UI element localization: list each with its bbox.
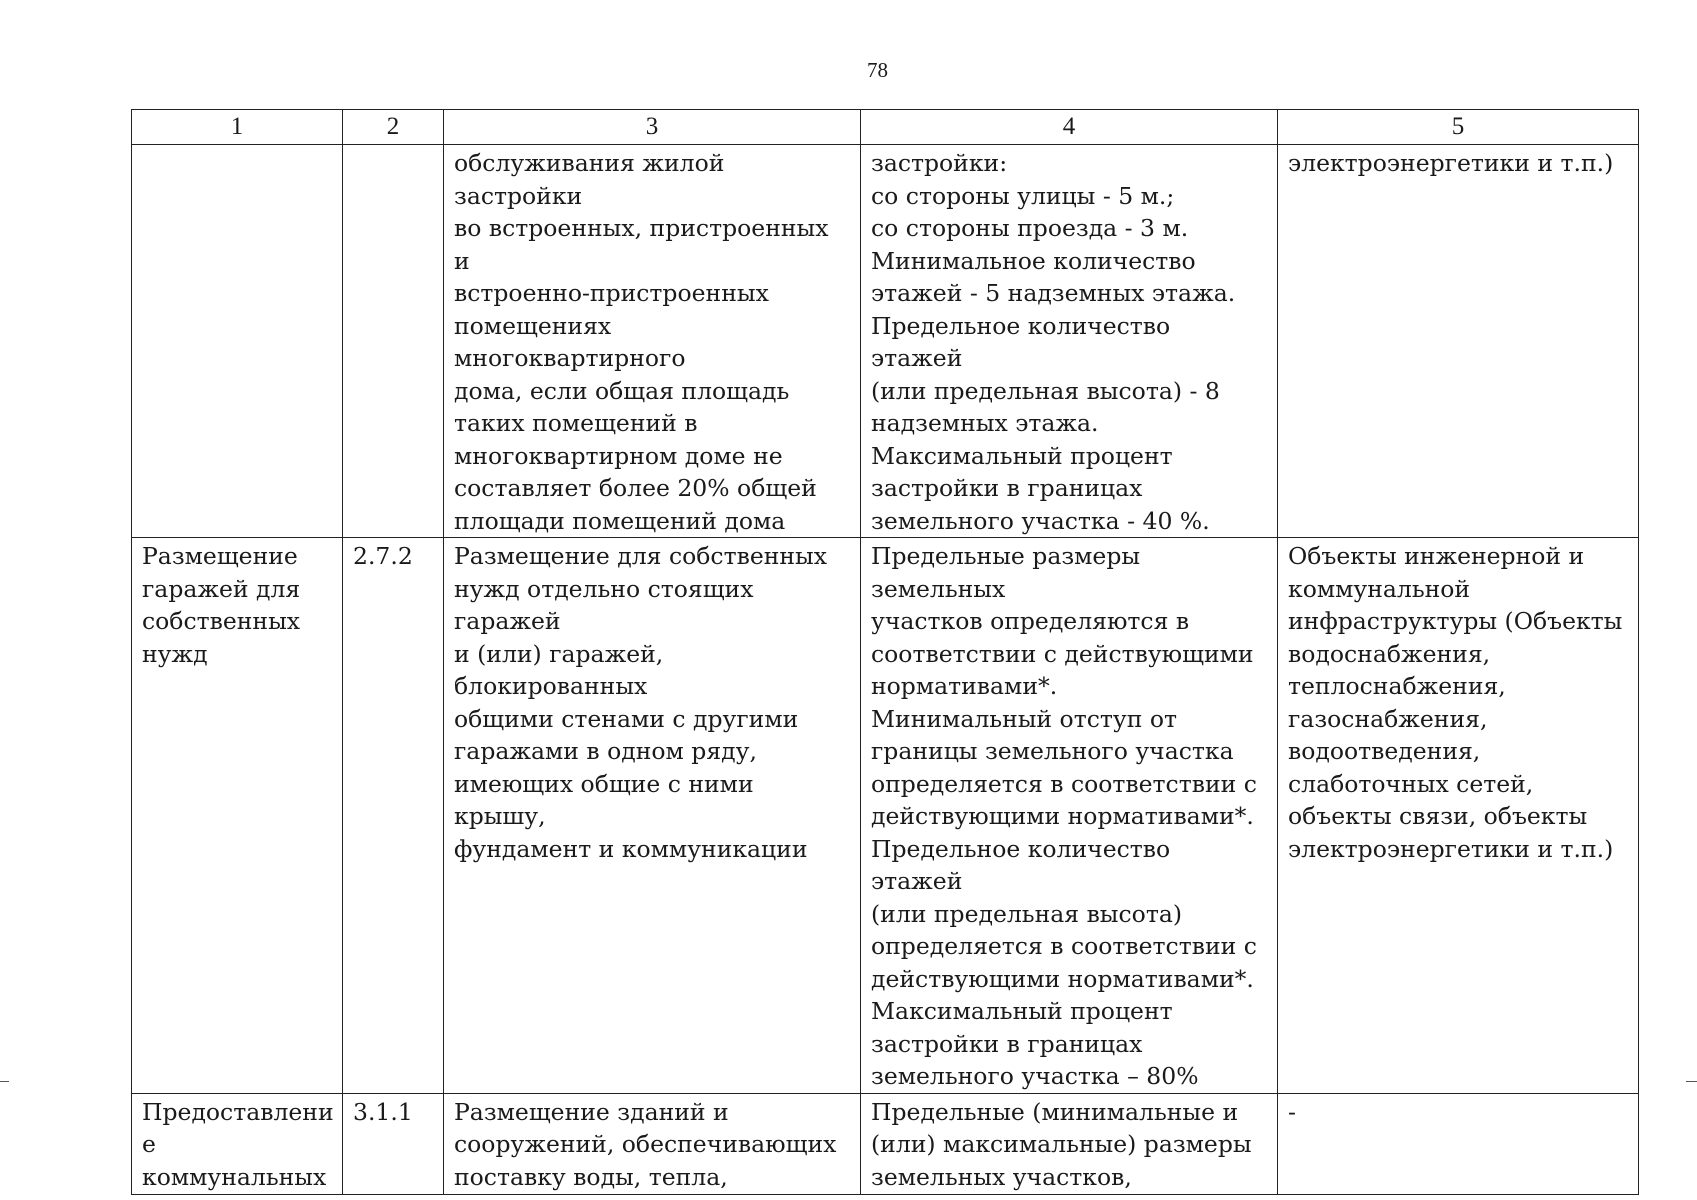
cell-parameters [861, 145, 1278, 538]
cell-text: обслуживания жилой застройки во встроенных, пристроенных и встроенно-пристроенных помещениях многоквартирного дома, если общая площадь таких помещений в многоквартирном доме не составляет более 20% общей площади помещений дома [454, 149, 829, 535]
cell-description [444, 1093, 861, 1194]
cell-code [343, 145, 444, 538]
cell-parameters [861, 538, 1278, 1094]
cell-parameters [861, 1093, 1278, 1194]
cell-text: Предельные размеры земельных участков определяются в соответствии с действующими нормативами*. Минимальный отступ от границы земельного участка определяется в соответствии с действующими нормативами*. Предельное количество этажей (или предельная высота) определяется в соответствии с действующими нормативами*. Максимальный процент застройки в границах земельного участка – 80% [871, 542, 1257, 1090]
table-row [132, 538, 1639, 1094]
cell-text: 2.7.2 [353, 542, 413, 570]
regulations-table [131, 109, 1639, 1195]
cell-text: Предоставлени е коммунальных [142, 1097, 334, 1191]
cell-text: - [1288, 1097, 1296, 1126]
cell-text: застройки: со стороны улицы - 5 м.; со стороны проезда - 3 м. Минимальное количество этажей - 5 надземных этажа. Предельное количество этажей (или предельная высота) - 8 надземных этажа. Максимальный процент застройки в границах земельного участка - 40 %. [871, 149, 1236, 535]
cell-text: 3.1.1 [353, 1097, 413, 1126]
cell-use-name [132, 538, 343, 1094]
cell-auxiliary-uses [1278, 1093, 1639, 1194]
header-col-4: 4 [861, 110, 1278, 145]
page-number: 78 [867, 58, 888, 82]
cell-use-name [132, 1093, 343, 1194]
table-row [132, 1093, 1639, 1194]
cell-auxiliary-uses [1278, 538, 1639, 1094]
cell-code [343, 1093, 444, 1194]
cell-text: электроэнергетики и т.п.) [1288, 149, 1614, 177]
cell-auxiliary-uses [1278, 145, 1639, 538]
cell-text: Предельные (минимальные и (или) максимальные) размеры земельных участков, [871, 1097, 1252, 1191]
header-col-5: 5 [1278, 110, 1639, 145]
header-col-1: 1 [132, 110, 343, 145]
table-row [132, 145, 1639, 538]
header-col-3: 3 [444, 110, 861, 145]
left-edge-mark [0, 1081, 9, 1082]
cell-text: Объекты инженерной и коммунальной инфраструктуры (Объекты водоснабжения, теплоснабжения, газоснабжения, водоотведения, слаботочных сетей, объекты связи, объекты электроэнергетики и т.п.) [1288, 542, 1623, 863]
cell-description [444, 538, 861, 1094]
cell-description [444, 145, 861, 538]
right-edge-mark [1686, 1081, 1697, 1082]
header-col-2: 2 [343, 110, 444, 145]
cell-use-name [132, 145, 343, 538]
cell-code [343, 538, 444, 1094]
cell-text: Размещение для собственных нужд отдельно стоящих гаражей и (или) гаражей, блокированных общими стенами с другими гаражами в одном ряду, имеющих общие с ними крышу, фундамент и коммуникации [454, 542, 828, 863]
cell-text: Размещение зданий и сооружений, обеспечивающих поставку воды, тепла, [454, 1097, 837, 1191]
table-header-row [132, 110, 1639, 145]
cell-text: Размещение гаражей для собственных нужд [142, 542, 301, 668]
